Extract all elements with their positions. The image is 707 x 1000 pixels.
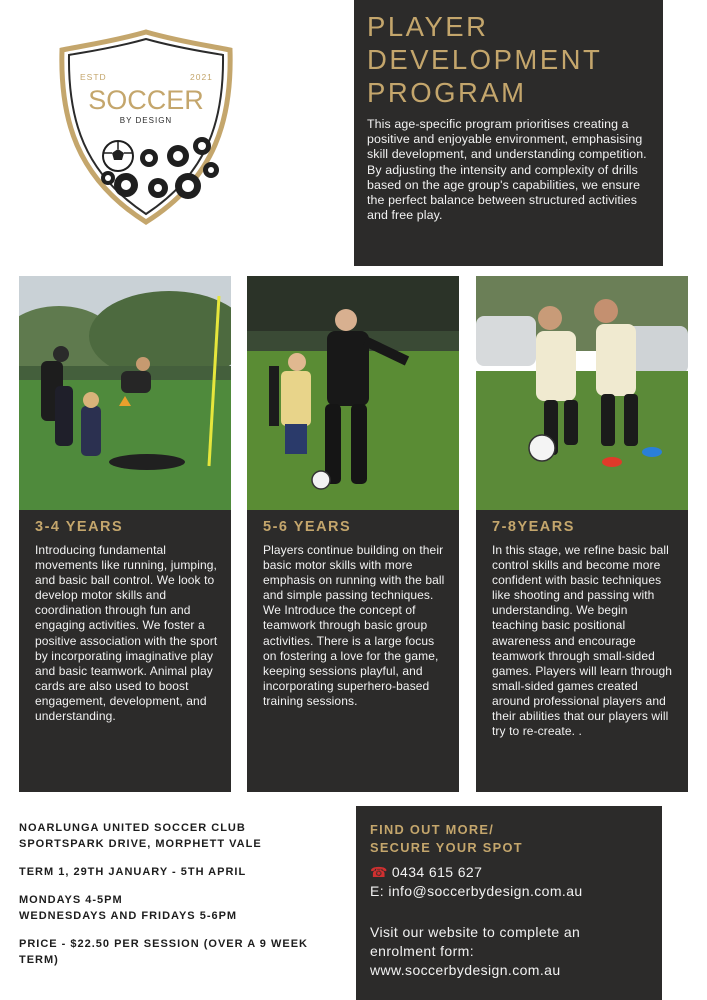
age-group-description: Players continue building on their basic motor skills with more emphasis on running with the ball and simple passing techniques. We Introduce the concept of teamwork through basic group activities. There is a large focus on fostering a love for the game, keeping sessions playful, and incorporating superhero-based training sessions.	[263, 543, 445, 708]
price: PRICE - $22.50 PER SESSION (OVER A 9 WEEK TERM)	[19, 938, 308, 966]
age-group-title: 7-8YEARS	[492, 519, 575, 535]
program-description: This age-specific program prioritises creating a positive and enjoyable environment, emphasising skill development, and understanding competition. By adjusting the intensity and complexity of drills based on the age group's capabilities, we ensure the perfect balance between structured activities and free play.	[367, 117, 647, 223]
term-dates: TERM 1, 29TH JANUARY - 5TH APRIL	[19, 866, 247, 878]
age-group-card-7-8	[476, 510, 688, 792]
club-address: SPORTSPARK DRIVE, MORPHETT VALE	[19, 838, 262, 850]
photo-5-6-years	[247, 276, 459, 510]
schedule-mondays: MONDAYS 4-5PM	[19, 894, 123, 906]
age-group-card-5-6	[247, 510, 459, 792]
age-group-card-3-4	[19, 510, 231, 792]
contact-panel	[356, 806, 662, 1000]
contact-heading-2: SECURE YOUR SPOT	[370, 840, 523, 855]
session-info	[19, 820, 339, 980]
program-intro-panel	[354, 0, 663, 266]
soccer-ball-icon	[103, 141, 133, 171]
logo-year: 2021	[190, 72, 213, 82]
photo-3-4-years	[19, 276, 231, 510]
age-group-title: 3-4 YEARS	[35, 519, 124, 535]
contact-heading-1: FIND OUT MORE/	[370, 822, 495, 837]
visit-text: Visit our website to complete an enrolment form:	[370, 924, 581, 959]
phone-number[interactable]: 0434 615 627	[391, 864, 483, 880]
telephone-icon: ☎	[370, 864, 388, 880]
age-group-description: Introducing fundamental movements like running, jumping, and basic ball control. We look to develop motor skills and coordination through fun and engaging activities. We foster a positive association with the sport by incorporating imaginative play and basic teamwork. Animal play cards are also used to boost engagement, development, and understanding.	[35, 543, 218, 724]
program-title: PLAYER DEVELOPMENT PROGRAM	[367, 11, 603, 108]
logo-name: SOCCER	[88, 85, 204, 115]
logo-estd: ESTD	[80, 72, 107, 82]
schedule-wed-fri: WEDNESDAYS AND FRIDAYS 5-6PM	[19, 910, 238, 922]
soccer-by-design-logo	[56, 28, 236, 228]
age-group-description: In this stage, we refine basic ball control skills and become more confident with basic techniques like shooting and passing with understanding. We begin teaching basic positional awareness and encourage teamwork through small-sided games. Players will learn through small-sided games created around professional players and their abilities that our players will try to re-create. .	[492, 543, 673, 739]
website-link[interactable]: www.soccerbydesign.com.au	[370, 962, 561, 978]
photo-7-8-years	[476, 276, 688, 510]
age-group-title: 5-6 YEARS	[263, 519, 352, 535]
email-address[interactable]: E: info@soccerbydesign.com.au	[370, 883, 583, 899]
logo-tagline: BY DESIGN	[119, 116, 173, 125]
club-name: NOARLUNGA UNITED SOCCER CLUB	[19, 822, 246, 834]
